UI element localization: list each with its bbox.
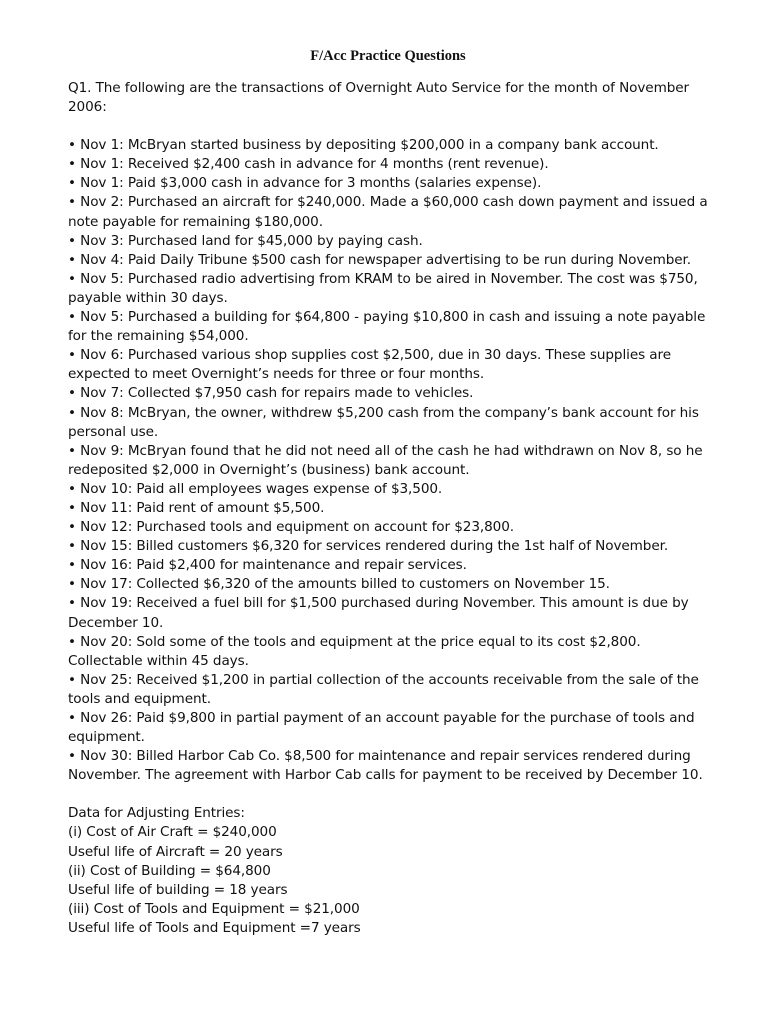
- transaction-item: • Nov 8: McBryan, the owner, withdrew $5,200 cash from the company’s bank account for his personal use.: [68, 404, 699, 440]
- adjusting-item: (ii) Cost of Building = $64,800: [68, 862, 271, 879]
- transaction-item: • Nov 12: Purchased tools and equipment on account for $23,800.: [68, 519, 514, 536]
- transaction-item: • Nov 10: Paid all employees wages expense of $3,500.: [68, 480, 443, 497]
- adjusting-list: [68, 823, 708, 938]
- adjusting-item: Useful life of Aircraft = 20 years: [68, 843, 283, 860]
- adjusting-item: Useful life of Tools and Equipment =7 years: [68, 919, 361, 936]
- transaction-item: • Nov 17: Collected $6,320 of the amounts billed to customers on November 15.: [68, 576, 610, 593]
- document-title: F/Acc Practice Questions: [310, 48, 466, 64]
- document-body: [68, 79, 708, 938]
- transaction-item: • Nov 3: Purchased land for $45,000 by paying cash.: [68, 232, 423, 249]
- transaction-item: • Nov 20: Sold some of the tools and equipment at the price equal to its cost $2,800. Collectable within 45 days.: [68, 633, 641, 669]
- transaction-item: • Nov 5: Purchased a building for $64,800 - paying $10,800 in cash and issuing a note payable for the remaining $54,000.: [68, 309, 706, 345]
- transaction-item: • Nov 30: Billed Harbor Cab Co. $8,500 for maintenance and repair services rendered during November. The agreement with Harbor Cab calls for payment to be received by December 10.: [68, 748, 703, 784]
- adjusting-item: (iii) Cost of Tools and Equipment = $21,000: [68, 900, 360, 917]
- transaction-item: • Nov 16: Paid $2,400 for maintenance and repair services.: [68, 557, 467, 574]
- transaction-item: • Nov 1: Received $2,400 cash in advance for 4 months (rent revenue).: [68, 156, 549, 173]
- transaction-item: • Nov 5: Purchased radio advertising from KRAM to be aired in November. The cost was $750, payable within 30 days.: [68, 270, 698, 306]
- transaction-item: • Nov 1: McBryan started business by depositing $200,000 in a company bank account.: [68, 137, 659, 154]
- adjusting-item: Useful life of building = 18 years: [68, 881, 288, 898]
- adjusting-heading: Data for Adjusting Entries:: [68, 805, 245, 822]
- transaction-item: • Nov 2: Purchased an aircraft for $240,000. Made a $60,000 cash down payment and issued a note payable for remaining $180,000.: [68, 194, 708, 230]
- question-intro: Q1. The following are the transactions of Overnight Auto Service for the month of November 2006:: [68, 80, 689, 116]
- transaction-item: • Nov 25: Received $1,200 in partial collection of the accounts receivable from the sale of the tools and equipment.: [68, 671, 699, 707]
- transaction-list: [68, 136, 708, 785]
- transaction-item: • Nov 15: Billed customers $6,320 for services rendered during the 1st half of November.: [68, 538, 669, 555]
- transaction-item: • Nov 4: Paid Daily Tribune $500 cash for newspaper advertising to be run during November.: [68, 251, 691, 268]
- transaction-item: • Nov 9: McBryan found that he did not need all of the cash he had withdrawn on Nov 8, so he redeposited $2,000 in Overnight’s (business) bank account.: [68, 442, 703, 478]
- transaction-item: • Nov 1: Paid $3,000 cash in advance for 3 months (salaries expense).: [68, 175, 542, 192]
- transaction-item: • Nov 19: Received a fuel bill for $1,500 purchased during November. This amount is due by December 10.: [68, 595, 689, 631]
- transaction-item: • Nov 11: Paid rent of amount $5,500.: [68, 499, 325, 516]
- transaction-item: • Nov 7: Collected $7,950 cash for repairs made to vehicles.: [68, 385, 474, 402]
- transaction-item: • Nov 6: Purchased various shop supplies cost $2,500, due in 30 days. These supplies are expected to meet Overnight’s needs for three or four months.: [68, 347, 671, 383]
- spacer: [68, 785, 708, 804]
- transaction-item: • Nov 26: Paid $9,800 in partial payment of an account payable for the purchase of tools and equipment.: [68, 710, 695, 746]
- spacer: [68, 117, 708, 136]
- document-page: [68, 48, 708, 938]
- adjusting-item: (i) Cost of Air Craft = $240,000: [68, 824, 277, 841]
